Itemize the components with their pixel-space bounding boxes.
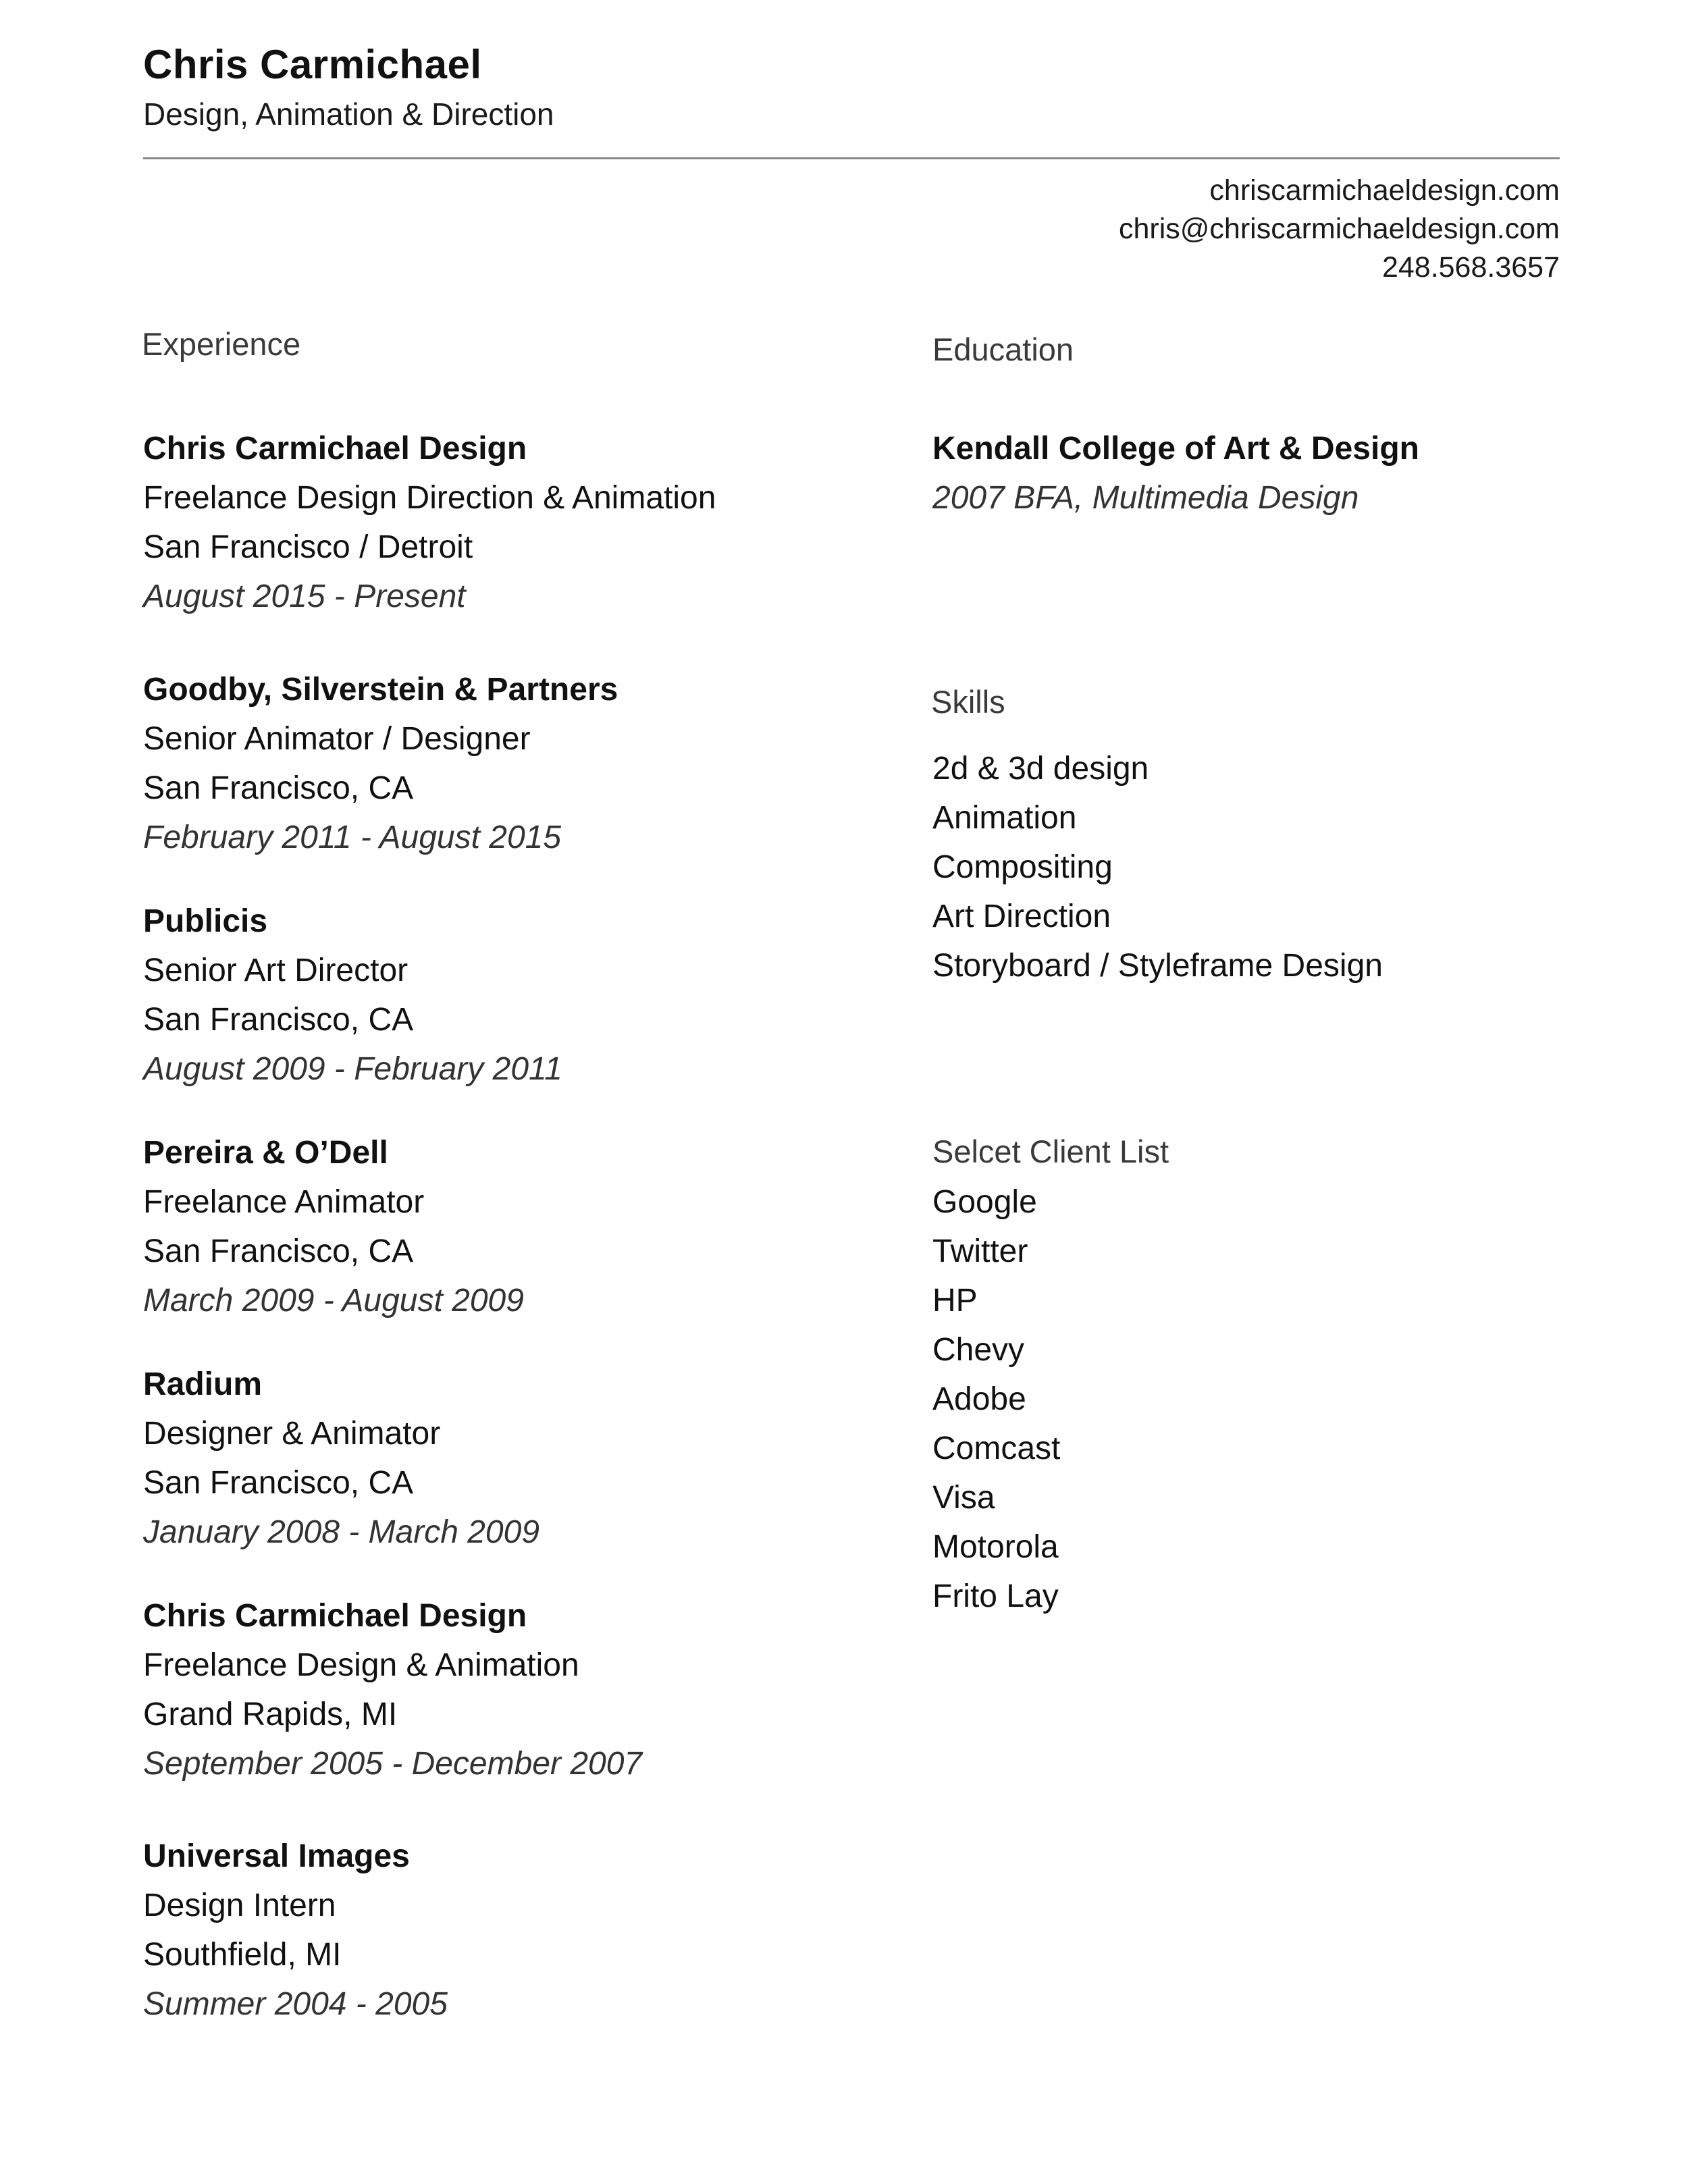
experience-company: Radium bbox=[143, 1366, 263, 1402]
experience-title: Design Intern bbox=[143, 1888, 336, 1923]
experience-company: Pereira & O’Dell bbox=[143, 1135, 388, 1171]
experience-dates: August 2009 - February 2011 bbox=[143, 1051, 562, 1087]
experience-heading: Experience bbox=[142, 326, 301, 362]
experience-location: San Francisco, CA bbox=[143, 1233, 414, 1269]
page-subtitle: Design, Animation & Direction bbox=[143, 97, 554, 132]
experience-dates: March 2009 - August 2009 bbox=[143, 1283, 524, 1319]
experience-title: Freelance Design & Animation bbox=[143, 1647, 579, 1683]
skills-heading: Skills bbox=[931, 684, 1005, 720]
client-item: Twitter bbox=[932, 1233, 1028, 1269]
skill-item: 2d & 3d design bbox=[932, 751, 1149, 787]
skill-item: Compositing bbox=[932, 849, 1113, 885]
clients-heading: Selcet Client List bbox=[932, 1134, 1169, 1169]
education-heading: Education bbox=[932, 331, 1074, 367]
client-item: Visa bbox=[932, 1480, 995, 1516]
experience-company: Goodby, Silverstein & Partners bbox=[143, 672, 618, 708]
experience-title: Designer & Animator bbox=[143, 1416, 441, 1451]
skill-item: Art Direction bbox=[932, 899, 1111, 934]
experience-location: San Francisco, CA bbox=[143, 1002, 414, 1038]
header-divider bbox=[143, 157, 1560, 159]
client-item: Comcast bbox=[932, 1431, 1061, 1466]
skill-item: Animation bbox=[932, 800, 1077, 836]
experience-title: Freelance Animator bbox=[143, 1184, 425, 1220]
experience-company: Universal Images bbox=[143, 1838, 410, 1874]
experience-entry bbox=[143, 1128, 524, 1325]
experience-entry bbox=[143, 897, 562, 1094]
client-item: Frito Lay bbox=[932, 1578, 1059, 1614]
contact-website: chriscarmichaeldesign.com bbox=[1209, 174, 1560, 207]
experience-company: Chris Carmichael Design bbox=[143, 431, 527, 467]
experience-title: Freelance Design Direction & Animation bbox=[143, 480, 716, 516]
experience-dates: September 2005 - December 2007 bbox=[143, 1746, 643, 1782]
experience-location: Southfield, MI bbox=[143, 1937, 342, 1973]
experience-dates: January 2008 - March 2009 bbox=[143, 1514, 540, 1550]
education-school: Kendall College of Art & Design bbox=[932, 431, 1419, 467]
client-item: Google bbox=[932, 1184, 1037, 1220]
client-item: Chevy bbox=[932, 1332, 1025, 1368]
education-block bbox=[932, 424, 1419, 523]
page-title: Chris Carmichael bbox=[143, 42, 482, 87]
contact-phone: 248.568.3657 bbox=[1381, 251, 1560, 284]
client-item: Adobe bbox=[932, 1381, 1026, 1417]
experience-location: San Francisco, CA bbox=[143, 770, 414, 806]
experience-location: Grand Rapids, MI bbox=[143, 1697, 398, 1732]
experience-location: San Francisco, CA bbox=[143, 1465, 414, 1501]
experience-dates: August 2015 - Present bbox=[143, 579, 466, 614]
client-item: HP bbox=[932, 1283, 978, 1319]
experience-company: Publicis bbox=[143, 903, 268, 939]
skill-item: Storyboard / Styleframe Design bbox=[932, 948, 1383, 984]
experience-location: San Francisco / Detroit bbox=[143, 529, 473, 565]
clients-list bbox=[932, 1177, 1060, 1621]
experience-dates: Summer 2004 - 2005 bbox=[143, 1986, 448, 2022]
education-degree: 2007 BFA, Multimedia Design bbox=[932, 480, 1359, 516]
client-item: Motorola bbox=[932, 1529, 1059, 1565]
experience-entry bbox=[143, 1832, 448, 2029]
contact-email: chris@chriscarmichaeldesign.com bbox=[1118, 213, 1560, 245]
experience-dates: February 2011 - August 2015 bbox=[143, 820, 562, 855]
experience-title: Senior Art Director bbox=[143, 953, 408, 988]
experience-entry bbox=[143, 424, 716, 621]
experience-title: Senior Animator / Designer bbox=[143, 721, 531, 757]
experience-entry bbox=[143, 665, 618, 862]
skills-list bbox=[932, 744, 1383, 990]
experience-entry bbox=[143, 1591, 642, 1788]
experience-entry bbox=[143, 1360, 539, 1557]
experience-company: Chris Carmichael Design bbox=[143, 1598, 527, 1634]
